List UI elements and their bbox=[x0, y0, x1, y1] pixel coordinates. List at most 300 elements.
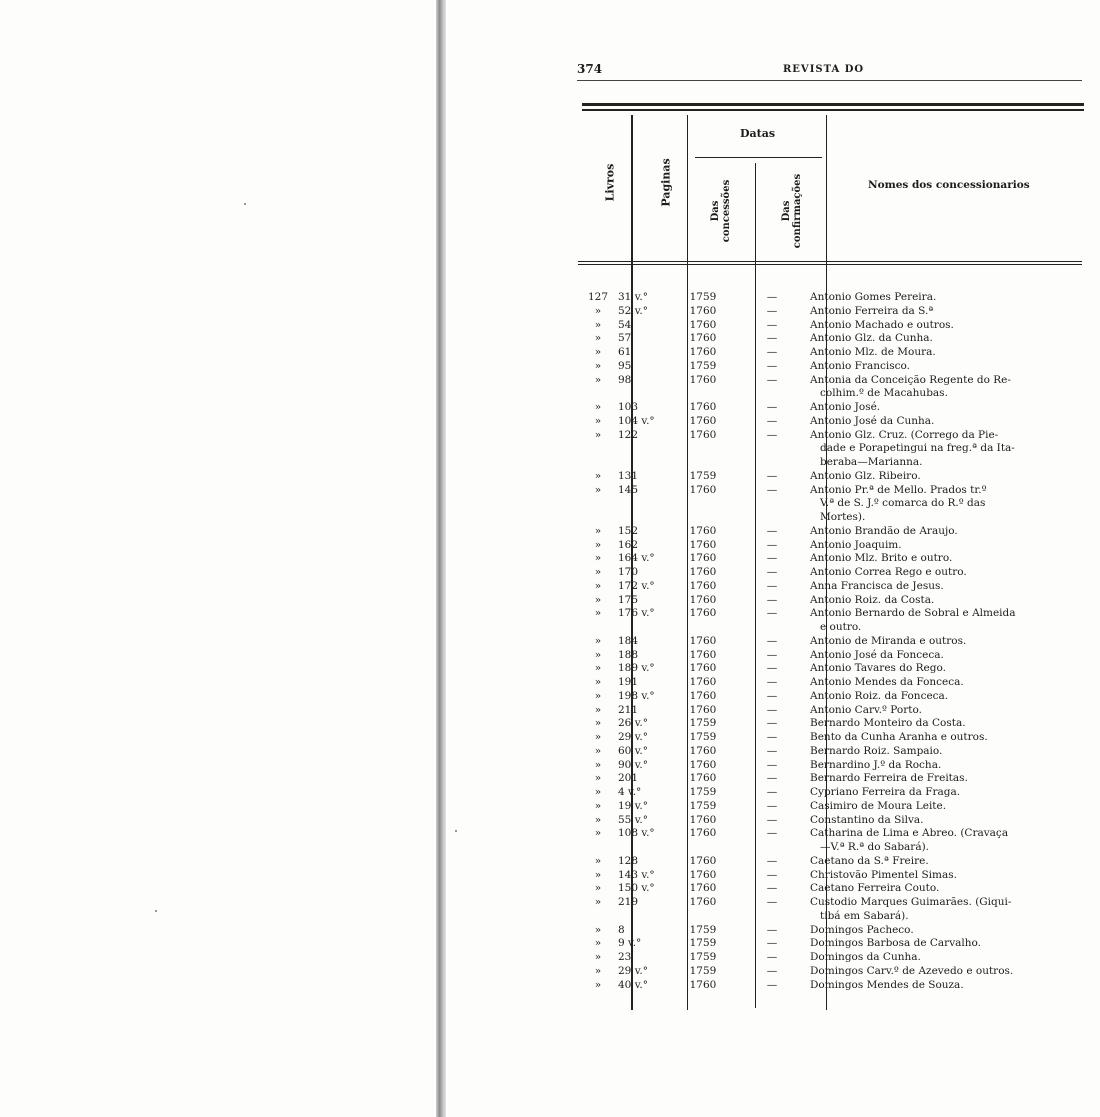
table-row bbox=[584, 346, 1089, 360]
pagina-cell: 9 v.° bbox=[618, 937, 642, 950]
confirmacao-date-cell: — bbox=[766, 332, 778, 345]
concessao-date-cell: 1760 bbox=[689, 524, 717, 537]
confirmacao-date-cell: — bbox=[766, 566, 778, 578]
confirmacao-date-cell: — bbox=[766, 854, 778, 867]
nome-line: Domingos Barbosa de Carvalho. bbox=[810, 937, 981, 950]
concessao-date-cell: 1760 bbox=[689, 346, 717, 358]
table-row bbox=[584, 566, 1089, 580]
pagina-cell: 128 bbox=[618, 854, 639, 867]
page-number: 374 bbox=[577, 62, 603, 76]
nome-cell bbox=[806, 882, 1066, 896]
header-livros: Livros bbox=[603, 163, 617, 202]
concessao-date-cell: 1760 bbox=[689, 552, 717, 565]
header-datas: Datas bbox=[740, 127, 776, 140]
nome-cell bbox=[806, 827, 1066, 855]
table-row bbox=[584, 319, 1089, 333]
nome-line: Mortes). bbox=[820, 511, 866, 523]
livro-cell: » bbox=[594, 566, 602, 578]
concessao-date-cell: 1759 bbox=[689, 786, 717, 798]
livro-cell: » bbox=[594, 703, 602, 716]
confirmacao-date-cell: — bbox=[766, 978, 778, 991]
concessao-date-cell: 1760 bbox=[689, 854, 717, 867]
nome-line: Antonio Correa Rego e outro. bbox=[810, 566, 967, 578]
pagina-cell: 23 bbox=[618, 951, 632, 963]
nome-line: Antonio Mlz. Brito e outro. bbox=[810, 552, 953, 565]
livro-cell: » bbox=[594, 923, 602, 936]
nome-cell bbox=[806, 332, 1066, 346]
livro-cell: » bbox=[594, 401, 602, 413]
confirmacao-date-cell: — bbox=[766, 827, 778, 840]
confirmacao-date-cell: — bbox=[766, 772, 778, 785]
nome-line: V.ª de S. J.º comarca do R.º das bbox=[820, 497, 986, 510]
nome-line: Domingos Pacheco. bbox=[810, 923, 914, 936]
table-row bbox=[584, 360, 1089, 374]
livro-cell: » bbox=[594, 951, 602, 963]
concessao-date-cell: 1760 bbox=[689, 703, 717, 716]
nome-cell bbox=[806, 869, 1066, 883]
nome-cell bbox=[806, 525, 1066, 539]
table-row bbox=[584, 484, 1089, 525]
header-paginas: Paginas bbox=[659, 158, 673, 207]
concessao-date-cell: 1760 bbox=[689, 758, 717, 771]
nome-line: Domingos Mendes de Souza. bbox=[810, 978, 964, 991]
nome-cell bbox=[806, 566, 1066, 580]
livro-cell: » bbox=[594, 978, 602, 991]
confirmacao-date-cell: — bbox=[766, 428, 778, 441]
pagina-cell: 4 v.° bbox=[618, 786, 642, 798]
concessao-date-cell: 1760 bbox=[689, 318, 717, 331]
nome-line: dade e Porapetingui na freg.ª da Ita- bbox=[820, 442, 1015, 455]
confirmacao-date-cell: — bbox=[766, 786, 778, 798]
livro-cell: » bbox=[594, 799, 602, 812]
nome-line: Bento da Cunha Aranha e outros. bbox=[810, 731, 988, 743]
concessao-date-cell: 1760 bbox=[689, 689, 717, 702]
livro-cell: » bbox=[594, 758, 602, 771]
confirmacao-date-cell: — bbox=[766, 744, 778, 757]
livro-cell: » bbox=[594, 373, 602, 386]
pagina-cell: 152 bbox=[618, 524, 639, 537]
pagina-cell: 61 bbox=[618, 346, 632, 358]
header-bottom-rule bbox=[578, 261, 1082, 262]
pagina-cell: 31 v.° bbox=[618, 291, 648, 303]
nome-cell bbox=[806, 360, 1066, 374]
confirmacao-date-cell: — bbox=[766, 304, 778, 317]
book-gutter bbox=[436, 0, 446, 1117]
nome-line: Bernardo Ferreira de Freitas. bbox=[810, 772, 968, 785]
table-row bbox=[584, 937, 1089, 951]
pagina-cell: 26 v.° bbox=[618, 717, 648, 730]
concessao-date-cell: 1759 bbox=[689, 359, 717, 372]
nome-cell bbox=[806, 745, 1066, 759]
pagina-cell: 189 v.° bbox=[618, 662, 655, 675]
nome-line: Casimiro de Moura Leite. bbox=[810, 799, 947, 812]
table-row bbox=[584, 814, 1089, 828]
pagina-cell: 219 bbox=[618, 896, 639, 908]
pagina-cell: 40 v.° bbox=[618, 978, 648, 991]
table-body bbox=[584, 291, 1089, 992]
table-row bbox=[584, 896, 1089, 924]
livro-cell: » bbox=[594, 359, 602, 372]
table-row bbox=[584, 470, 1089, 484]
nome-cell bbox=[806, 937, 1066, 951]
concessao-date-cell: 1759 bbox=[689, 937, 717, 950]
confirmacao-date-cell: — bbox=[766, 964, 778, 977]
confirmacao-date-cell: — bbox=[766, 717, 778, 730]
nome-line: Bernardino J.º da Rocha. bbox=[810, 758, 942, 771]
nome-cell bbox=[806, 731, 1066, 745]
livro-cell: » bbox=[594, 772, 602, 785]
nome-cell bbox=[806, 594, 1066, 608]
table-row bbox=[584, 649, 1089, 663]
concessao-date-cell: 1760 bbox=[689, 483, 717, 496]
pagina-cell: 201 bbox=[618, 772, 639, 785]
confirmacao-date-cell: — bbox=[766, 896, 778, 908]
header-das-concessoes: Das concessões bbox=[710, 179, 732, 243]
livro-cell: » bbox=[594, 332, 602, 345]
confirmacao-date-cell: — bbox=[766, 882, 778, 895]
livro-cell: » bbox=[594, 552, 602, 565]
table-row bbox=[584, 415, 1089, 429]
concessao-date-cell: 1760 bbox=[689, 978, 717, 991]
nome-line: Domingos Carv.º de Azevedo e outros. bbox=[810, 964, 1014, 977]
nome-line: Antonio Glz. da Cunha. bbox=[810, 332, 933, 345]
table-row bbox=[584, 401, 1089, 415]
nome-line: Antonio Mendes da Fonceca. bbox=[810, 676, 964, 688]
livro-cell: » bbox=[594, 469, 602, 482]
nome-cell bbox=[806, 415, 1066, 429]
livro-cell: » bbox=[594, 318, 602, 331]
concessao-date-cell: 1760 bbox=[689, 428, 717, 441]
pagina-cell: 29 v.° bbox=[618, 731, 648, 743]
concessao-date-cell: 1760 bbox=[689, 772, 717, 785]
nome-line: Antonio Joaquim. bbox=[810, 538, 902, 551]
livro-cell: » bbox=[594, 414, 602, 427]
nome-line: Constantino da Silva. bbox=[810, 813, 924, 826]
pagina-cell: 198 v.° bbox=[618, 689, 655, 702]
header-rule bbox=[577, 80, 1082, 81]
nome-line: Domingos da Cunha. bbox=[810, 951, 921, 963]
concessao-date-cell: 1760 bbox=[689, 676, 717, 688]
nome-line: —V.ª R.ª do Sabará). bbox=[820, 841, 930, 853]
table-top-rule bbox=[582, 103, 1084, 106]
nome-line: e outro. bbox=[820, 621, 862, 633]
nome-line: Antonio Francisco. bbox=[810, 359, 910, 372]
nome-cell bbox=[806, 772, 1066, 786]
table-row bbox=[584, 552, 1089, 566]
nome-cell bbox=[806, 580, 1066, 594]
livro-cell: » bbox=[594, 593, 602, 606]
livro-cell: » bbox=[594, 813, 602, 826]
nome-line: Antonio Pr.ª de Mello. Prados tr.º bbox=[810, 483, 987, 496]
nome-line: Antonio de Miranda e outros. bbox=[810, 634, 967, 647]
nome-cell bbox=[806, 635, 1066, 649]
livro-cell: » bbox=[594, 689, 602, 702]
pagina-cell: 176 v.° bbox=[618, 607, 655, 620]
table-row bbox=[584, 374, 1089, 402]
confirmacao-date-cell: — bbox=[766, 813, 778, 826]
concessao-date-cell: 1760 bbox=[689, 648, 717, 661]
confirmacao-date-cell: — bbox=[766, 373, 778, 386]
nome-cell bbox=[806, 814, 1066, 828]
pagina-cell: 103 bbox=[618, 401, 639, 413]
concessao-date-cell: 1759 bbox=[689, 951, 717, 963]
table-row bbox=[584, 869, 1089, 883]
nome-line: Bernardo Roiz. Sampaio. bbox=[810, 744, 943, 757]
confirmacao-date-cell: — bbox=[766, 676, 778, 688]
table-row bbox=[584, 786, 1089, 800]
concessao-date-cell: 1760 bbox=[689, 634, 717, 647]
table-row bbox=[584, 800, 1089, 814]
table-row bbox=[584, 731, 1089, 745]
nome-line: Antonio Gomes Pereira. bbox=[810, 291, 937, 303]
nome-cell bbox=[806, 979, 1066, 993]
table-row bbox=[584, 965, 1089, 979]
nome-cell bbox=[806, 649, 1066, 663]
nome-cell bbox=[806, 855, 1066, 869]
nome-line: Antonio Tavares do Rego. bbox=[810, 662, 946, 675]
nome-cell bbox=[806, 470, 1066, 484]
nome-cell bbox=[806, 759, 1066, 773]
table-row bbox=[584, 951, 1089, 965]
nome-line: Antonio Ferreira da S.ª bbox=[810, 304, 934, 317]
confirmacao-date-cell: — bbox=[766, 799, 778, 812]
datas-subheader-rule bbox=[695, 157, 822, 158]
table-row bbox=[584, 979, 1089, 993]
confirmacao-date-cell: — bbox=[766, 538, 778, 551]
nome-cell bbox=[806, 676, 1066, 690]
pagina-cell: 55 v.° bbox=[618, 813, 648, 826]
concessao-date-cell: 1760 bbox=[689, 538, 717, 551]
livro-cell: » bbox=[594, 868, 602, 881]
pagina-cell: 90 v.° bbox=[618, 758, 648, 771]
header-bottom-rule bbox=[578, 264, 1082, 265]
nome-cell bbox=[806, 786, 1066, 800]
concessao-date-cell: 1759 bbox=[689, 469, 717, 482]
concessao-date-cell: 1760 bbox=[689, 373, 717, 386]
confirmacao-date-cell: — bbox=[766, 318, 778, 331]
concessao-date-cell: 1760 bbox=[689, 401, 717, 413]
pagina-cell: 54 bbox=[618, 318, 632, 331]
concessao-date-cell: 1759 bbox=[689, 964, 717, 977]
nome-cell bbox=[806, 800, 1066, 814]
concessao-date-cell: 1760 bbox=[689, 304, 717, 317]
nome-cell bbox=[806, 951, 1066, 965]
concessao-date-cell: 1760 bbox=[689, 566, 717, 578]
livro-cell: » bbox=[594, 607, 602, 620]
nome-line: Antonio Mlz. de Moura. bbox=[810, 346, 936, 358]
nome-cell bbox=[806, 305, 1066, 319]
livro-cell: » bbox=[594, 717, 602, 730]
paper-speck bbox=[244, 203, 246, 205]
table-top-rule bbox=[582, 109, 1084, 111]
table-row bbox=[584, 539, 1089, 553]
header-das-confirmacoes: Das confirmações bbox=[781, 173, 803, 249]
running-head: REVISTA DO bbox=[783, 64, 865, 75]
concessao-date-cell: 1760 bbox=[689, 827, 717, 840]
confirmacao-date-cell: — bbox=[766, 951, 778, 963]
livro-cell: » bbox=[594, 882, 602, 895]
confirmacao-date-cell: — bbox=[766, 552, 778, 565]
pagina-cell: 172 v.° bbox=[618, 579, 655, 592]
table-row bbox=[584, 429, 1089, 470]
confirmacao-date-cell: — bbox=[766, 469, 778, 482]
livro-cell: » bbox=[594, 786, 602, 798]
concessao-date-cell: 1760 bbox=[689, 414, 717, 427]
nome-line: Cypriano Ferreira da Fraga. bbox=[810, 786, 961, 798]
pagina-cell: 150 v.° bbox=[618, 882, 655, 895]
table-row bbox=[584, 291, 1089, 305]
pagina-cell: 108 v.° bbox=[618, 827, 655, 840]
livro-cell: » bbox=[594, 634, 602, 647]
pagina-cell: 143 v.° bbox=[618, 868, 655, 881]
livro-cell: » bbox=[594, 676, 602, 688]
confirmacao-date-cell: — bbox=[766, 634, 778, 647]
table-row bbox=[584, 772, 1089, 786]
concessao-date-cell: 1760 bbox=[689, 579, 717, 592]
pagina-cell: 29 v.° bbox=[618, 964, 648, 977]
livro-cell: » bbox=[594, 896, 602, 908]
table-row bbox=[584, 635, 1089, 649]
nome-cell bbox=[806, 662, 1066, 676]
table-row bbox=[584, 759, 1089, 773]
pagina-cell: 57 bbox=[618, 332, 632, 345]
pagina-cell: 164 v.° bbox=[618, 552, 655, 565]
concessao-date-cell: 1760 bbox=[689, 744, 717, 757]
nome-line: Antonio Roiz. da Costa. bbox=[810, 593, 935, 606]
nome-line: Christovão Pimentel Simas. bbox=[810, 868, 957, 881]
confirmacao-date-cell: — bbox=[766, 414, 778, 427]
livro-cell: » bbox=[594, 346, 602, 358]
confirmacao-date-cell: — bbox=[766, 868, 778, 881]
nome-line: Antonio José. bbox=[810, 401, 881, 413]
pagina-cell: 19 v.° bbox=[618, 799, 648, 812]
pagina-cell: 95 bbox=[618, 359, 632, 372]
nome-line: colhim.º de Macahubas. bbox=[820, 387, 948, 400]
nome-line: Antonio Bernardo de Sobral e Almeida bbox=[810, 607, 1016, 620]
livro-cell: » bbox=[594, 538, 602, 551]
nome-line: Antonio Glz. Ribeiro. bbox=[810, 469, 921, 482]
pagina-cell: 188 bbox=[618, 648, 639, 661]
nome-cell bbox=[806, 717, 1066, 731]
nome-cell bbox=[806, 704, 1066, 718]
nome-cell bbox=[806, 552, 1066, 566]
livro-cell: » bbox=[594, 304, 602, 317]
nome-line: Antonia da Conceição Regente do Re- bbox=[810, 373, 1011, 386]
nome-cell bbox=[806, 690, 1066, 704]
header-nomes: Nomes dos concessionarios bbox=[868, 179, 1030, 191]
confirmacao-date-cell: — bbox=[766, 524, 778, 537]
nome-line: Catharina de Lima e Abreo. (Cravaça bbox=[810, 827, 1009, 840]
table-row bbox=[584, 924, 1089, 938]
table-row bbox=[584, 827, 1089, 855]
pagina-cell: 191 bbox=[618, 676, 639, 688]
concessao-date-cell: 1759 bbox=[689, 923, 717, 936]
concessao-date-cell: 1759 bbox=[689, 717, 717, 730]
confirmacao-date-cell: — bbox=[766, 359, 778, 372]
nome-line: Antonio Brandão de Araujo. bbox=[810, 524, 958, 537]
livro-cell: 127 bbox=[587, 291, 609, 303]
table-row bbox=[584, 717, 1089, 731]
pagina-cell: 52 v.° bbox=[618, 304, 648, 317]
nome-cell bbox=[806, 484, 1066, 525]
nome-line: Antonio Carv.º Porto. bbox=[810, 703, 922, 716]
pagina-cell: 170 bbox=[618, 566, 639, 578]
livro-cell: » bbox=[594, 744, 602, 757]
concessao-date-cell: 1759 bbox=[689, 731, 717, 743]
nome-line: Antonio José da Fonceca. bbox=[810, 648, 944, 661]
table-row bbox=[584, 525, 1089, 539]
nome-line: Antonio Roiz. da Fonceca. bbox=[810, 689, 949, 702]
livro-cell: » bbox=[594, 731, 602, 743]
confirmacao-date-cell: — bbox=[766, 579, 778, 592]
table-row bbox=[584, 882, 1089, 896]
pagina-cell: 175 bbox=[618, 593, 639, 606]
concessao-date-cell: 1760 bbox=[689, 662, 717, 675]
nome-cell bbox=[806, 401, 1066, 415]
confirmacao-date-cell: — bbox=[766, 731, 778, 743]
confirmacao-date-cell: — bbox=[766, 346, 778, 358]
concessao-date-cell: 1760 bbox=[689, 868, 717, 881]
nome-cell bbox=[806, 965, 1066, 979]
livro-cell: » bbox=[594, 937, 602, 950]
nome-cell bbox=[806, 896, 1066, 924]
nome-cell bbox=[806, 346, 1066, 360]
concessao-date-cell: 1760 bbox=[689, 607, 717, 620]
livro-cell: » bbox=[594, 648, 602, 661]
concessao-date-cell: 1760 bbox=[689, 813, 717, 826]
confirmacao-date-cell: — bbox=[766, 662, 778, 675]
pagina-cell: 184 bbox=[618, 634, 639, 647]
nome-line: Caetano da S.ª Freire. bbox=[810, 854, 929, 867]
nome-cell bbox=[806, 539, 1066, 553]
nome-cell bbox=[806, 607, 1066, 635]
nome-line: Bernardo Monteiro da Costa. bbox=[810, 717, 966, 730]
paper-speck bbox=[155, 910, 157, 912]
table-row bbox=[584, 305, 1089, 319]
nome-line: Antonio Machado e outros. bbox=[810, 318, 954, 331]
pagina-cell: 98 bbox=[618, 373, 632, 386]
livro-cell: » bbox=[594, 827, 602, 840]
nome-line: Caetano Ferreira Couto. bbox=[810, 882, 940, 895]
pagina-cell: 104 v.° bbox=[618, 414, 655, 427]
livro-cell: » bbox=[594, 662, 602, 675]
pagina-cell: 131 bbox=[618, 469, 639, 482]
nome-line: beraba—Marianna. bbox=[820, 456, 923, 468]
pagina-cell: 145 bbox=[618, 483, 639, 496]
concessao-date-cell: 1759 bbox=[689, 799, 717, 812]
pagina-cell: 162 bbox=[618, 538, 639, 551]
confirmacao-date-cell: — bbox=[766, 483, 778, 496]
concessao-date-cell: 1759 bbox=[689, 291, 717, 303]
pagina-cell: 60 v.° bbox=[618, 744, 648, 757]
confirmacao-date-cell: — bbox=[766, 648, 778, 661]
table-row bbox=[584, 662, 1089, 676]
nome-line: Antonio Glz. Cruz. (Corrego da Pie- bbox=[810, 428, 999, 441]
pagina-cell: 122 bbox=[618, 428, 639, 441]
livro-cell: » bbox=[594, 428, 602, 441]
nome-cell bbox=[806, 291, 1066, 305]
confirmacao-date-cell: — bbox=[766, 401, 778, 413]
table-row bbox=[584, 704, 1089, 718]
nome-line: tibá em Sabará). bbox=[820, 909, 909, 922]
table-row bbox=[584, 332, 1089, 346]
confirmacao-date-cell: — bbox=[766, 607, 778, 620]
table-row bbox=[584, 580, 1089, 594]
nome-cell bbox=[806, 374, 1066, 402]
livro-cell: » bbox=[594, 483, 602, 496]
confirmacao-date-cell: — bbox=[766, 758, 778, 771]
confirmacao-date-cell: — bbox=[766, 689, 778, 702]
